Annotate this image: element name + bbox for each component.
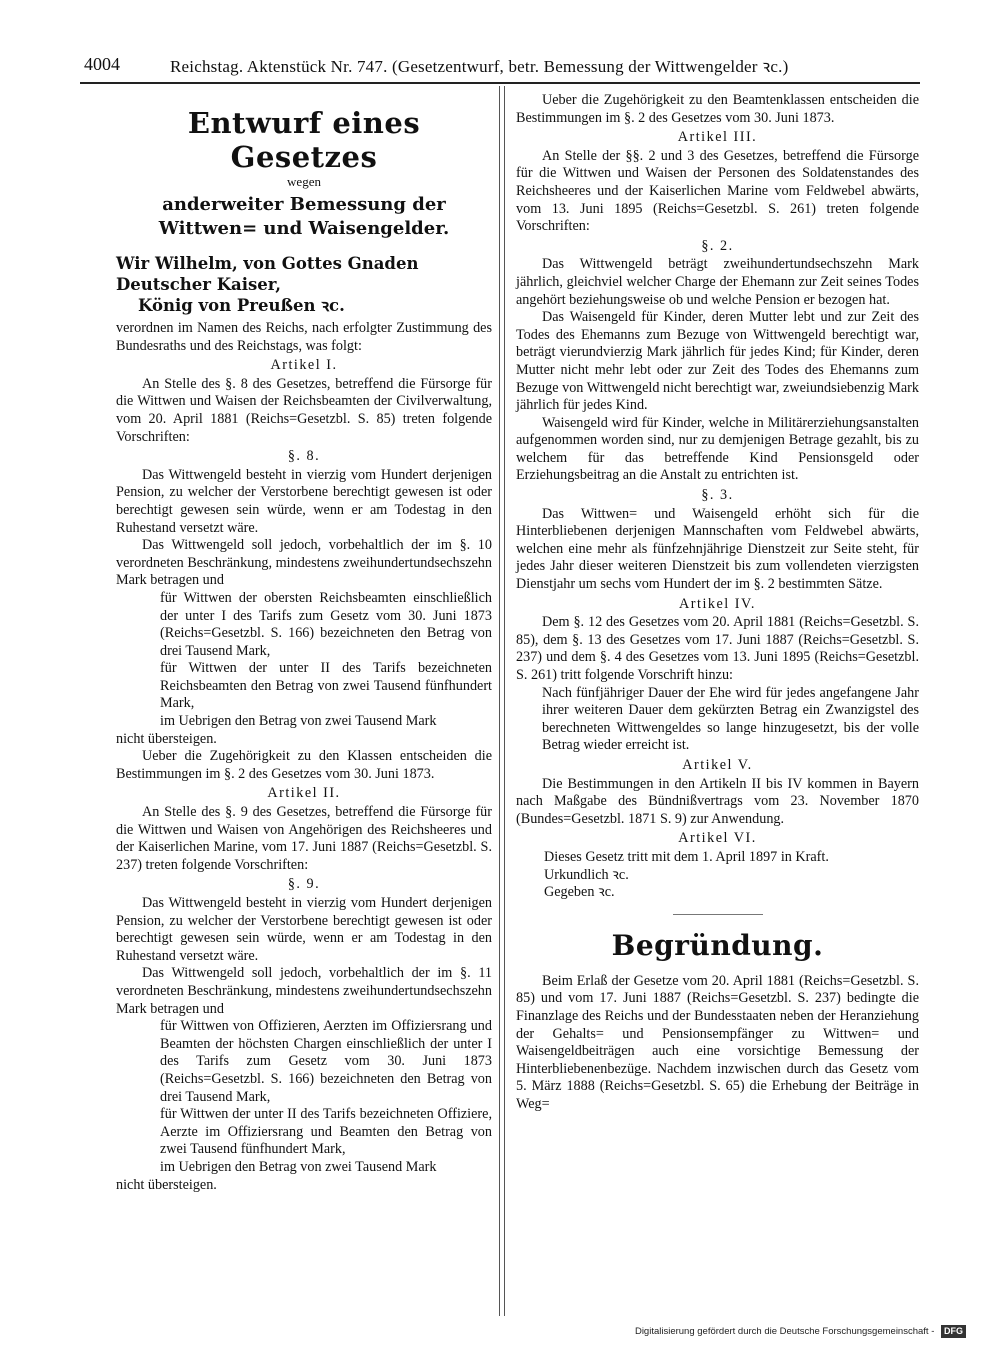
section-8-para-1: Das Wittwengeld besteht in vierzig vom Hundert derjenigen Pension, zu welcher der Verstorbene berechtigt gewesen ist oder berechtigt gewesen sein würde, wenn er am Todestag in den Ruhestand versetzt wäre. (116, 466, 492, 536)
section-8-para-3: Ueber die Zugehörigkeit zu den Klassen entscheiden die Bestimmungen im §. 2 des Gesetzes vom 30. Juni 1873. (116, 748, 492, 782)
section-2-para-3: Waisengeld wird für Kinder, welche in Militärerziehungsanstalten aufgenommen worden sind, nur zu demjenigen Betrage gezahlt, bis zu welchem für das betreffende Kind Pensionsgeld oder Erziehungsbeitrag an die Anstalt zu entrichten ist. (516, 414, 919, 484)
section-heading-8: §. 8. (287, 448, 321, 465)
page-number: 4004 (84, 54, 120, 74)
column-rule-right (504, 86, 505, 1316)
section-9-para-1: Das Wittwengeld besteht in vierzig vom Hundert derjenigen Pension, zu welcher der Verstorbene berechtigt gewesen ist oder berechtigt gewesen sein würde, wenn er am Todestag in den Ruhestand versetzt wäre. (116, 895, 492, 964)
right-column (516, 92, 919, 1113)
preamble-text: verordnen im Namen des Reichs, nach erfolgter Zustimmung des Bundesraths und des Reichstags, was folgt: (116, 320, 492, 354)
section-heading-9: §. 9. (287, 876, 321, 893)
begruendung-title: Begründung. (611, 928, 824, 962)
article-heading-5: Artikel V. (682, 756, 753, 773)
article-heading-1: Artikel I. (270, 357, 338, 374)
article-text-4: Dem §. 12 des Gesetzes vom 20. April 1881 (Reichs=Gesetzbl. S. 85), dem §. 13 des Gesetzes vom 17. Juni 1887 (Reichs=Gesetzbl. S. 237) und dem §. 4 des Gesetzes vom 13. Juni 1895 (Reichs=Gesetzbl. S. 261) tritt folgende Vorschrift hinzu: (516, 614, 919, 683)
section-8-closing: nicht übersteigen. (116, 730, 217, 747)
section-heading-3: §. 3. (701, 487, 734, 504)
section-9-item-2: für Wittwen der unter II des Tarifs bezeichneten Offiziere, Aerzte im Offiziersrang und Beamten den Betrag von zwei Tausend fünfhundert Mark, (160, 1106, 492, 1158)
section-9-item-3: im Uebrigen den Betrag von zwei Tausend Mark (160, 1158, 437, 1175)
section-8-item-1: für Wittwen der obersten Reichsbeamten einschließlich der unter I des Tarifs zum Gesetz vom 30. Juni 1873 (Reichs=Gesetzbl. S. 166) bezeichneten den Betrag von drei Tausend Mark, (160, 589, 492, 659)
article-text-5: Die Bestimmungen in den Artikeln II bis IV kommen in Bayern nach Maßgabe des Bündnißvertrags vom 23. November 1870 (Bundes=Gesetzbl. 1871 S. 9) zur Anwendung. (516, 775, 919, 827)
left-column (116, 92, 492, 1194)
title-connector: wegen (287, 174, 321, 189)
section-8-item-2: für Wittwen der unter II des Tarifs bezeichneten Reichsbeamten den Betrag von zwei Tausend fünfhundert Mark, (160, 660, 492, 712)
article-heading-2: Artikel II. (267, 785, 341, 802)
section-9-para-2: Das Wittwengeld soll jedoch, vorbehaltlich der im §. 11 verordneten Beschränkung, mindestens zweihundertundsechszehn Mark betragen und (116, 965, 492, 1017)
article-text-2: An Stelle des §. 9 des Gesetzes, betreffend die Fürsorge für die Wittwen und Waisen von Angehörigen des Reichsheeres und der Kaiserlichen Marine, vom 17. Juni 1887 (Reichs=Gesetzbl. S. 237) treten folgende Vorschriften: (116, 804, 492, 873)
gegeben: Gegeben ꝛc. (544, 884, 615, 901)
footer-credit: Digitalisierung gefördert durch die Deutsche Forschungsgemeinschaft - (634, 1326, 935, 1338)
document-subtitle: anderweiter Bemessung der Wittwen= und Waisengelder. (158, 194, 450, 239)
preamble-name: Wir Wilhelm, von Gottes Gnaden Deutscher Kaiser, (116, 254, 419, 294)
digitization-footer (635, 1325, 966, 1341)
section-8-item-3: im Uebrigen den Betrag von zwei Tausend Mark (160, 713, 437, 730)
article-text-6: Dieses Gesetz tritt mit dem 1. April 1897 in Kraft. (544, 848, 829, 865)
preamble-title: König von Preußen ꝛc. (138, 296, 345, 315)
article-text-3: An Stelle der §§. 2 und 3 des Gesetzes, betreffend die Fürsorge für die Wittwen und Waisen der Personen des Soldatenstandes des Reichsheeres und der Kaiserlichen Marine vom Feldwebel abwärts, vom 13. Juni 1895 (Reichs=Gesetzbl. S. 261) treten folgende Vorschriften: (516, 147, 919, 235)
section-heading-2: §. 2. (701, 237, 734, 254)
running-header (80, 50, 920, 80)
article-heading-6: Artikel VI. (678, 830, 757, 847)
document-title: Entwurf eines Gesetzes (187, 106, 421, 174)
dfg-logo: DFG (941, 1325, 966, 1338)
section-9-item-1: für Wittwen von Offizieren, Aerzten im Offiziersrang und Beamten der höchsten Chargen einschließlich der unter I des Tarifs zum Gesetz vom 30. Juni 1873 (Reichs=Gesetzbl. S. 166) bezeichneten den Betrag von drei Tausend Mark, (160, 1018, 492, 1105)
section-9-closing: nicht übersteigen. (116, 1176, 217, 1193)
article-heading-3: Artikel III. (677, 129, 758, 146)
urkundlich: Urkundlich ꝛc. (544, 866, 629, 883)
article-heading-4: Artikel IV. (679, 595, 756, 612)
article-text-1: An Stelle des §. 8 des Gesetzes, betreffend die Fürsorge für die Wittwen und Waisen der Reichsbeamten der Civilverwaltung, vom 20. April 1881 (Reichs=Gesetzbl. S. 85) treten folgende Vorschriften: (116, 375, 492, 445)
begruendung-text: Beim Erlaß der Gesetze vom 20. April 1881 (Reichs=Gesetzbl. S. 85) und vom 17. Juni 1887 (Reichs=Gesetzbl. S. 237) bedingte die Finanzlage des Reichs und der Bundesstaaten neben der Heranziehung der Gehalts= und Pensionsempfänger zu Wittwen= und Waisengeldbeiträgen auch eine vorsichtige Bemessung der Hinterbliebenenbezüge. Nachdem inzwischen durch das Gesetz vom 5. März 1888 (Reichs=Gesetzbl. S. 65) die Erhebung der Beiträge in Weg= (516, 972, 919, 1112)
section-3-para-1: Das Wittwen= und Waisengeld erhöht sich für die Hinterbliebenen derjenigen Mannschaften vom Feldwebel abwärts, welchen eine mehr als fünfzehnjährige Dienstzeit zur Seite steht, für jedes Jahr dieser weiteren Dienstzeit bis zum vollendeten vierzigsten Dienstjahr um sechs vom Hundert der im §. 2 bestimmten Sätze. (516, 505, 919, 593)
column-rule-left (499, 86, 500, 1316)
section-2-para-1: Das Wittwengeld beträgt zweihundertundsechszehn Mark jährlich, gleichviel welcher Charge der Ehemann zur Zeit seines Todes angehört beziehungsweise ob und welche Pension er bezogen hat. (516, 256, 919, 308)
section-divider (673, 914, 763, 915)
header-rule (80, 82, 920, 84)
running-title: Reichstag. Aktenstück Nr. 747. (Gesetzentwurf, betr. Bemessung der Wittwengelder ꝛc.) (170, 57, 789, 76)
article-4-quote: Nach fünfjähriger Dauer der Ehe wird für jedes angefangene Jahr ihrer weiteren Dauer dem gekürzten Betrag ein Zwanzigstel des berechneten Wittwengeldes so lange hinzugesetzt, bis der volle Betrag wieder erreicht ist. (542, 684, 919, 754)
continuation-text: Ueber die Zugehörigkeit zu den Beamtenklassen entscheiden die Bestimmungen im §. 2 des Gesetzes vom 30. Juni 1873. (516, 92, 919, 126)
section-8-para-2: Das Wittwengeld soll jedoch, vorbehaltlich der im §. 10 verordneten Beschränkung, mindestens zweihundertundsechszehn Mark betragen und (116, 537, 492, 589)
section-2-para-2: Das Waisengeld für Kinder, deren Mutter lebt und zur Zeit des Todes des Ehemanns zum Bezuge von Wittwengeld berechtigt war, beträgt vierundvierzig Mark jährlich für jedes Kind; für Kinder, deren Mutter nicht mehr lebt oder zur Zeit des Todes des Ehemanns zum Bezuge von Wittwengeld nicht berechtigt war, zweiundsiebenzig Mark jährlich für jedes Kind. (516, 309, 919, 414)
